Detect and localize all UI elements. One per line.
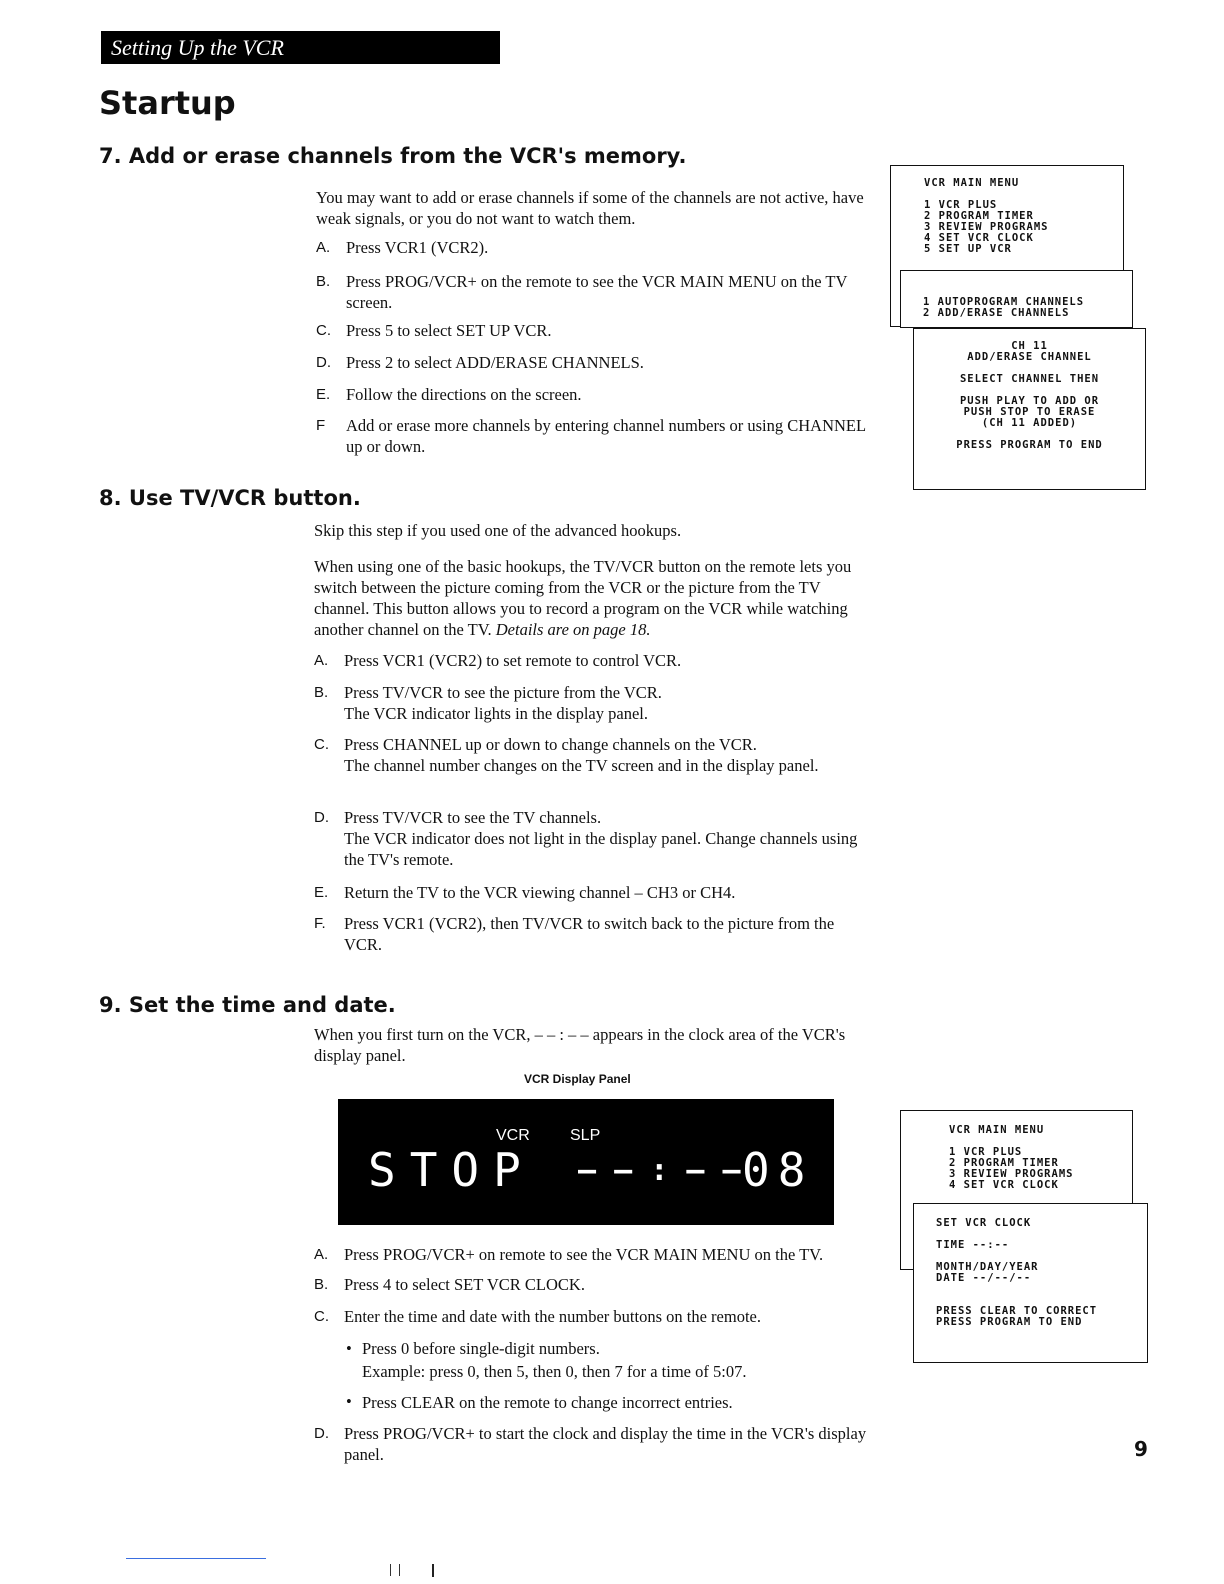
bullet-2: • (346, 1392, 352, 1411)
section-7-intro: You may want to add or erase channels if some of the channels are not active, have weak signals, or you do not want to watch them. (316, 188, 864, 228)
s9-step-c: C. Enter the time and date with the number buttons on the remote. (314, 1307, 761, 1326)
s8-step-e: E. Return the TV to the VCR viewing channel – CH3 or CH4. (314, 883, 736, 902)
page-reference: Details are on page 18. (495, 620, 651, 639)
bullet-1-text: Press 0 before single-digit numbers. Example: press 0, then 5, then 0, then 7 for a time of 5:07. (362, 1339, 747, 1381)
slp-indicator: SLP (570, 1127, 601, 1144)
section-7-heading: 7. Add or erase channels from the VCR's memory. (99, 144, 687, 168)
panel-caption: VCR Display Panel (524, 1072, 631, 1086)
tv-screen-set-clock: SET VCR CLOCK TIME --:-- MONTH/DAY/YEAR DATE --/--/-- PRESS CLEAR TO CORRECT PRESS PROGRAM TO END (913, 1203, 1148, 1363)
s7-step-e: E. Follow the directions on the screen. (316, 385, 582, 404)
tv-screen-add-erase: CH 11 ADD/ERASE CHANNEL SELECT CHANNEL THEN PUSH PLAY TO ADD OR PUSH STOP TO ERASE (CH 11 ADDED) PRESS PROGRAM TO END (913, 328, 1146, 490)
section-banner: Setting Up the VCR (101, 31, 500, 64)
s7-step-b: B. Press PROG/VCR+ on the remote to see the VCR MAIN MENU on the TV screen. (316, 272, 848, 312)
tv-screen-setup-menu: 1 AUTOPROGRAM CHANNELS 2 ADD/ERASE CHANNELS (900, 270, 1133, 328)
section-8-description: When using one of the basic hookups, the TV/VCR button on the remote lets you switch between the picture coming from the VCR or the picture from the TV channel. This button allows you to record a program on the VCR while watching another channel on the TV. Details are on page 18. (314, 557, 852, 639)
s7-step-a: A. Press VCR1 (VCR2). (316, 238, 489, 257)
s7-step-c: C. Press 5 to select SET UP VCR. (316, 321, 552, 340)
bullet-1: • (346, 1339, 352, 1358)
s9-step-a: A. Press PROG/VCR+ on remote to see the VCR MAIN MENU on the TV. (314, 1245, 824, 1264)
section-8-intro: Skip this step if you used one of the advanced hookups. (314, 521, 682, 540)
footer-mark-2 (432, 1564, 434, 1577)
s8-step-b: B. Press TV/VCR to see the picture from the VCR. The VCR indicator lights in the display panel. (314, 683, 662, 723)
clock-readout: – – : – – (578, 1153, 741, 1188)
s8-step-c: C. Press CHANNEL up or down to change channels on the VCR. The channel number changes on the TV screen and in the display panel. (314, 735, 819, 775)
s9-step-d: D. Press PROG/VCR+ to start the clock and display the time in the VCR's display panel. (314, 1424, 867, 1464)
section-9-intro: When you first turn on the VCR, – – : – – appears in the clock area of the VCR's display panel. (314, 1025, 846, 1065)
tv-screen-main-menu: VCR MAIN MENU 1 VCR PLUS 2 PROGRAM TIMER 3 REVIEW PROGRAMS 4 SET VCR CLOCK 5 SET UP VCR (890, 165, 1124, 327)
section-8-heading: 8. Use TV/VCR button. (99, 486, 361, 510)
page-number: 9 (1134, 1437, 1148, 1461)
stop-readout: STOP (368, 1143, 535, 1197)
tv-screen-main-menu-2: VCR MAIN MENU 1 VCR PLUS 2 PROGRAM TIMER 3 REVIEW PROGRAMS 4 SET VCR CLOCK (900, 1110, 1133, 1270)
s9-step-b: B. Press 4 to select SET VCR CLOCK. (314, 1275, 585, 1294)
s8-step-a: A. Press VCR1 (VCR2) to set remote to control VCR. (314, 651, 682, 670)
section-9-heading: 9. Set the time and date. (99, 993, 396, 1017)
s8-step-f: F. Press VCR1 (VCR2), then TV/VCR to switch back to the picture from the VCR. (314, 914, 835, 954)
bullet-2-text: Press CLEAR on the remote to change incorrect entries. (362, 1393, 733, 1412)
footer-rule (126, 1558, 266, 1559)
channel-readout: 08 (742, 1143, 814, 1197)
vcr-indicator: VCR (496, 1127, 530, 1144)
vcr-display-panel (338, 1099, 834, 1225)
page-title: Startup (99, 84, 236, 122)
s7-step-d: D. Press 2 to select ADD/ERASE CHANNELS. (316, 353, 644, 372)
footer-mark (390, 1564, 400, 1576)
s7-step-f: F Add or erase more channels by entering channel numbers or using CHANNEL up or down. (316, 416, 866, 456)
s8-step-d: D. Press TV/VCR to see the TV channels. The VCR indicator does not light in the display panel. Change channels using the TV's remote. (314, 808, 858, 869)
